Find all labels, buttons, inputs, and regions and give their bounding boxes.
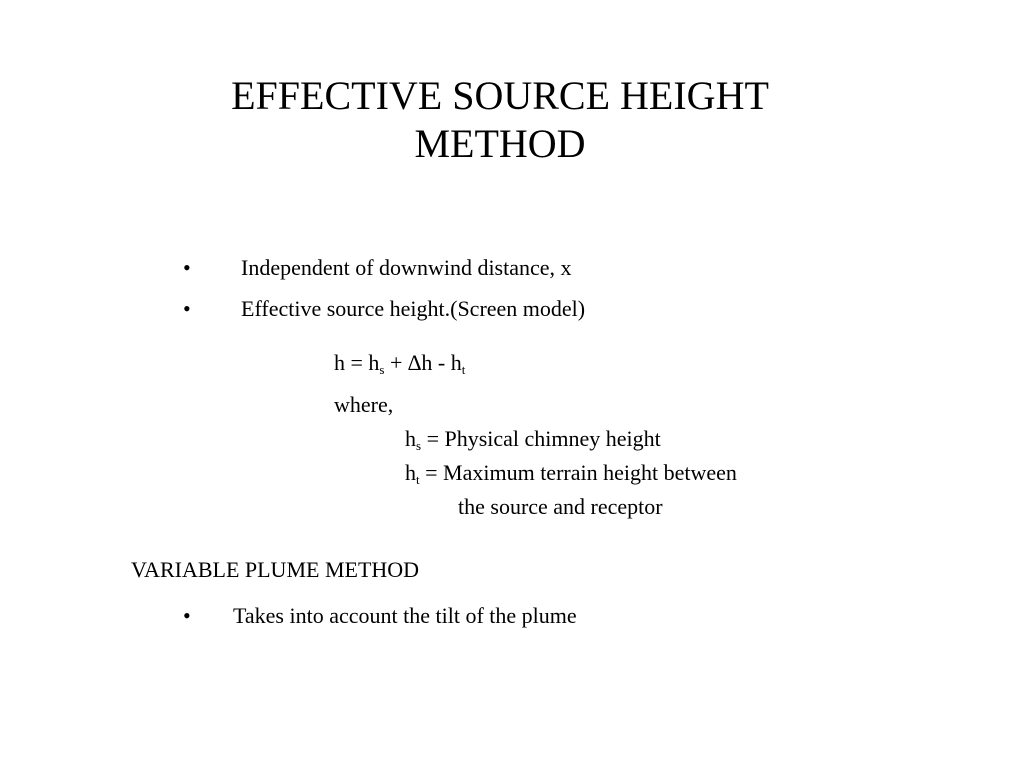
definition-ht-subscript: t xyxy=(416,472,420,487)
definition-hs-symbol: h xyxy=(405,426,416,451)
definition-hs xyxy=(405,426,661,452)
equation xyxy=(334,350,465,376)
bullet-text: Takes into account the tilt of the plume xyxy=(233,603,577,628)
bullet-text: Effective source height.(Screen model) xyxy=(241,296,586,321)
where-label: where, xyxy=(334,392,394,417)
definition-ht xyxy=(405,460,737,486)
equation-hs: h xyxy=(368,350,380,375)
definition-ht-continuation: the source and receptor xyxy=(458,494,663,519)
definition-ht-symbol: h xyxy=(405,460,416,485)
equation-hs-subscript: s xyxy=(379,362,385,377)
equation-delta-h: + ∆h - xyxy=(384,350,451,375)
title-line-1: EFFECTIVE SOURCE HEIGHT xyxy=(231,73,769,118)
bullet-text: Independent of downwind distance, x xyxy=(241,255,572,280)
bullet-dot: • xyxy=(183,255,191,280)
equation-ht-subscript: t xyxy=(461,362,466,377)
definition-hs-subscript: s xyxy=(416,438,422,453)
definition-hs-text: = Physical chimney height xyxy=(421,426,661,451)
definition-ht-text: = Maximum terrain height between xyxy=(419,460,737,485)
title-line-2: METHOD xyxy=(414,121,586,166)
slide-title xyxy=(0,72,1000,168)
section-heading: VARIABLE PLUME METHOD xyxy=(131,557,420,582)
bullet-dot: • xyxy=(183,296,191,321)
equation-h: h xyxy=(334,350,345,375)
bullet-dot: • xyxy=(183,603,191,628)
equation-equals: = xyxy=(345,350,369,375)
equation-ht: h xyxy=(450,350,462,375)
